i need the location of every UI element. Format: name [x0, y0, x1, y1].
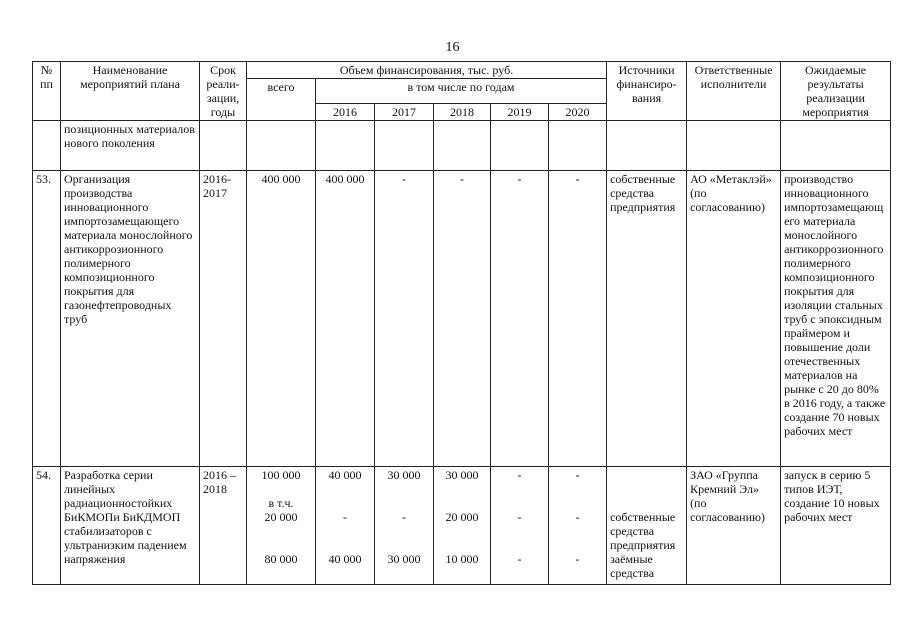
header-year-2018: 2018 — [434, 104, 491, 121]
table-row-53 — [33, 171, 891, 467]
row54-source-line — [610, 468, 683, 482]
table-row-54 — [33, 467, 891, 585]
row54-2018-line: 30 000 — [445, 468, 479, 482]
row54-2019-line — [494, 496, 545, 510]
row54-2017-line — [378, 538, 430, 552]
page-number: 16 — [445, 40, 460, 55]
row54-2019 — [491, 467, 549, 585]
cont-empty-2020 — [549, 121, 607, 171]
row54-2019-line — [494, 482, 545, 496]
plan-table — [32, 61, 891, 585]
row54-name: Разработка серии линейных радиационностойких БиКМОПи БиКДМОП стабилизаторов с ультранизким падением напряжения — [61, 467, 200, 585]
row54-2020 — [549, 467, 607, 585]
row54-2018 — [434, 467, 491, 585]
header-by-years: в том числе по годам — [316, 79, 607, 104]
row54-term: 2016 – 2018 — [200, 467, 247, 585]
row54-2016-line — [319, 538, 371, 552]
row54-2016-line: 40 000 — [328, 552, 362, 566]
row54-2018-line: 10 000 — [445, 552, 479, 566]
row53-total: 400 000 — [247, 171, 316, 467]
row54-2017-line: 30 000 — [387, 552, 421, 566]
row54-2020-line: - — [575, 468, 580, 482]
row54-2019-line — [494, 538, 545, 552]
row54-2016-line — [319, 524, 371, 538]
cont-empty-responsible — [687, 121, 781, 171]
row54-2018-line — [437, 482, 487, 496]
row53-2020: - — [549, 171, 607, 467]
row54-2020-line: - — [575, 510, 580, 524]
row54-source-line — [610, 482, 683, 496]
row54-2017-line — [378, 524, 430, 538]
header-year-2017: 2017 — [375, 104, 434, 121]
row54-source — [607, 467, 687, 585]
row54-total-line: 80 000 — [264, 552, 298, 566]
cont-name: позиционных материалов нового поколения — [61, 121, 200, 171]
header-term: Срок реали-зации, годы — [200, 62, 247, 121]
row54-total-line — [250, 538, 312, 552]
cont-empty-total — [247, 121, 316, 171]
row54-source-line: средства — [610, 566, 655, 580]
row54-2020-line — [552, 496, 603, 510]
header-sources: Источники финансиро-вания — [607, 62, 687, 121]
cont-empty-2018 — [434, 121, 491, 171]
row54-2020-line — [552, 538, 603, 552]
row54-2017-line — [378, 482, 430, 496]
header-funding: Объем финансирования, тыс. руб. — [247, 62, 607, 79]
row54-2016-line: 40 000 — [328, 468, 362, 482]
row54-2017-line — [378, 496, 430, 510]
row53-2018: - — [434, 171, 491, 467]
row54-result: запуск в серию 5 типов ИЭТ, создание 10 новых рабочих мест — [781, 467, 891, 585]
cont-empty-term — [200, 121, 247, 171]
row54-2017 — [375, 467, 434, 585]
header-year-2020: 2020 — [549, 104, 607, 121]
row54-source-line: заёмные — [610, 552, 653, 566]
header-responsible: Ответственные исполнители — [687, 62, 781, 121]
row54-2020-line — [552, 482, 603, 496]
row54-2016 — [316, 467, 375, 585]
row54-2019-line — [494, 524, 545, 538]
row53-num: 53. — [33, 171, 61, 467]
cont-empty-2017 — [375, 121, 434, 171]
header-row-1 — [33, 62, 891, 79]
row53-source: собственные средства предприятия — [607, 171, 687, 467]
row54-2020-line: - — [575, 552, 580, 566]
row54-total-line — [250, 524, 312, 538]
row53-name: Организация производства инновационного импортозамещающего материала монослойного антикоррозионного полимерного композиционного покрытия для газонефтепроводных труб — [61, 171, 200, 467]
header-total: всего — [247, 79, 316, 121]
cont-num-cell — [33, 121, 61, 171]
row54-total-line: 100 000 — [261, 468, 301, 482]
row54-2016-line — [319, 496, 371, 510]
row54-2018-line: 20 000 — [445, 510, 479, 524]
row54-total-line: в т.ч. — [268, 496, 294, 510]
header-year-2019: 2019 — [491, 104, 549, 121]
row54-total-line — [250, 482, 312, 496]
row54-2019-line: - — [517, 552, 522, 566]
row54-num: 54. — [33, 467, 61, 585]
header-num: № пп — [33, 62, 61, 121]
row54-2016-line — [319, 482, 371, 496]
row54-source-line: предприятия — [610, 538, 676, 552]
row53-2017: - — [375, 171, 434, 467]
row54-total-line: 20 000 — [264, 510, 298, 524]
cont-empty-2016 — [316, 121, 375, 171]
row54-2019-line: - — [517, 510, 522, 524]
cont-empty-source — [607, 121, 687, 171]
row54-total — [247, 467, 316, 585]
row54-2019-line: - — [517, 468, 522, 482]
row54-2016-line: - — [343, 510, 347, 524]
header-name: Наименование мероприятий плана — [61, 62, 200, 121]
cont-empty-2019 — [491, 121, 549, 171]
row53-2016: 400 000 — [316, 171, 375, 467]
row54-source-line: собственные — [610, 510, 676, 524]
row54-2017-line: 30 000 — [387, 468, 421, 482]
row54-2018-line — [437, 496, 487, 510]
row54-2017-line: - — [402, 510, 406, 524]
row53-term: 2016-2017 — [200, 171, 247, 467]
header-year-2016: 2016 — [316, 104, 375, 121]
header-results: Ожидаемые результаты реализации мероприятия — [781, 62, 891, 121]
row54-source-line — [610, 496, 683, 510]
row53-2019: - — [491, 171, 549, 467]
row54-responsible: ЗАО «Группа Кремний Эл» (по согласованию) — [687, 467, 781, 585]
row53-responsible: АО «Метаклэй» (по согласованию) — [687, 171, 781, 467]
row54-2018-line — [437, 524, 487, 538]
row54-2020-line — [552, 524, 603, 538]
row53-result: производство инновационного импортозамещающего материала монослойного антикоррозионного полимерного композиционного покрытия для изоляции стальных труб с эпоксидным праймером и повышение доли отечественных материалов на рынке с 20 до 80% в 2016 году, а также создание 70 новых рабочих мест — [781, 171, 891, 467]
continuation-row — [33, 121, 891, 171]
row54-2018-line — [437, 538, 487, 552]
row54-source-line: средства — [610, 524, 655, 538]
cont-empty-result — [781, 121, 891, 171]
